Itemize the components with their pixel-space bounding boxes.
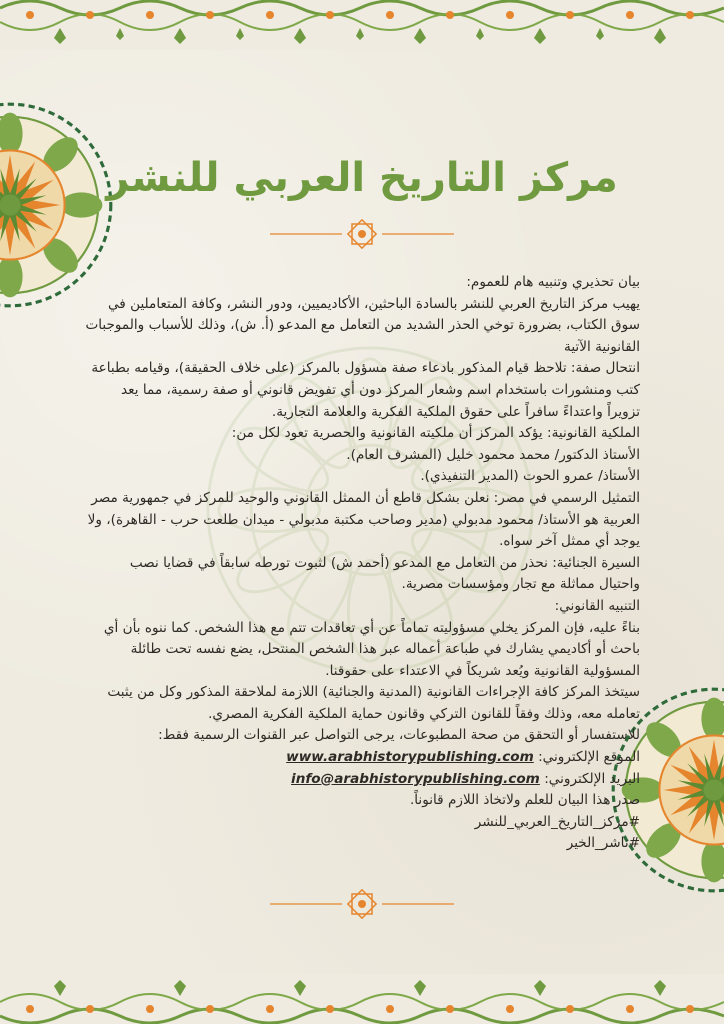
email-link[interactable]: info@arabhistorypublishing.com [291,770,540,787]
statement-body [85,272,640,855]
website-label: الموقع الإلكتروني: [538,749,640,766]
ornamental-divider-bottom-icon [270,889,454,919]
statement-line: الملكية القانونية: يؤكد المركز أن ملكيته القانونية والحصرية تعود لكل من: [231,425,640,442]
statement-line: السيرة الجنائية: نحذر من التعامل مع المدعو (أحمد ش) لثبوت تورطه سابقاً في قضايا نصب واحتيال مماثلة مع تجار ومؤسسات مصرية. [129,554,640,593]
page-title: مركز التاريخ العربي للنشر [106,154,618,201]
statement-line: انتحال صفة: تلاحظ قيام المذكور بادعاء صفة مسؤول بالمركز (على خلاف الحقيقة)، وقيامه بطباعة كتب ومنشورات باستخدام اسم وشعار المركز دون أي تفويض قانوني أو صفة رسمية، مما يعد تزويراً واعتداءً سافراً على حقوق الملكية الفكرية والعلامة التجارية. [91,360,640,420]
statement-line: التنبيه القانوني: [554,597,640,614]
statement-line: الأستاذ/ عمرو الحوت (المدير التنفيذي). [420,468,640,485]
closing-line: صدر هذا البيان للعلم ولاتخاذ اللازم قانوناً. [409,792,640,809]
hashtag[interactable]: #ناشر_الخير [566,835,640,852]
statement-line: بناءً عليه، فإن المركز يخلي مسؤوليته تماماً عن أي تعاقدات تتم مع هذا الشخص. كما ننوه بأن أي باحث أو أكاديمي يشارك في طباعة أعماله عبر هذا الشخص المنتحل، يضع نفسه تحت طائلة المسؤولية القانونية ويُعد شريكاً في الاعتداء على حقوقنا. [103,619,640,679]
statement-line: للاستفسار أو التحقق من صحة المطبوعات، يرجى التواصل عبر القنوات الرسمية فقط: [158,727,640,744]
statement-line: التمثيل الرسمي في مصر: نعلن بشكل قاطع أن الممثل القانوني والوحيد للمركز في جمهورية مصر العربية هو الأستاذ/ محمود مدبولي (مدير وصاحب مكتبة مدبولي - ميدان طلعت حرب - القاهرة)، ولا يوجد أي ممثل آخر سواه. [87,489,640,550]
email-label: البريد الإلكتروني: [544,770,640,787]
floral-border-top-icon [0,0,724,50]
hashtag[interactable]: #مركز_التاريخ_العربي_للنشر [474,813,640,830]
statement-line: الأستاذ الدكتور/ محمد محمود خليل (المشرف العام). [346,446,640,463]
ornamental-divider-top-icon [270,219,454,249]
floral-border-bottom-icon [0,974,724,1024]
website-link[interactable]: www.arabhistorypublishing.com [286,749,534,766]
website-row [85,747,640,769]
statement-line: بيان تحذيري وتنبيه هام للعموم: [466,274,640,290]
statement-line: سيتخذ المركز كافة الإجراءات القانونية (المدنية والجنائية) اللازمة لملاحقة المذكور وكل من يثبت تعامله معه، وذلك وفقاً للقانون التركي وقانون حماية الملكية الفكرية المصري. [107,684,640,722]
statement-line: يهيب مركز التاريخ العربي للنشر بالسادة الباحثين، الأكاديميين، ودور النشر، وكافة المتعاملين في سوق الكتاب، بضرورة توخي الحذر الشديد من التعامل مع المدعو (أ. ش)، وذلك للأسباب والموجبات القانونية الآتية [85,295,640,355]
email-row [85,769,640,791]
